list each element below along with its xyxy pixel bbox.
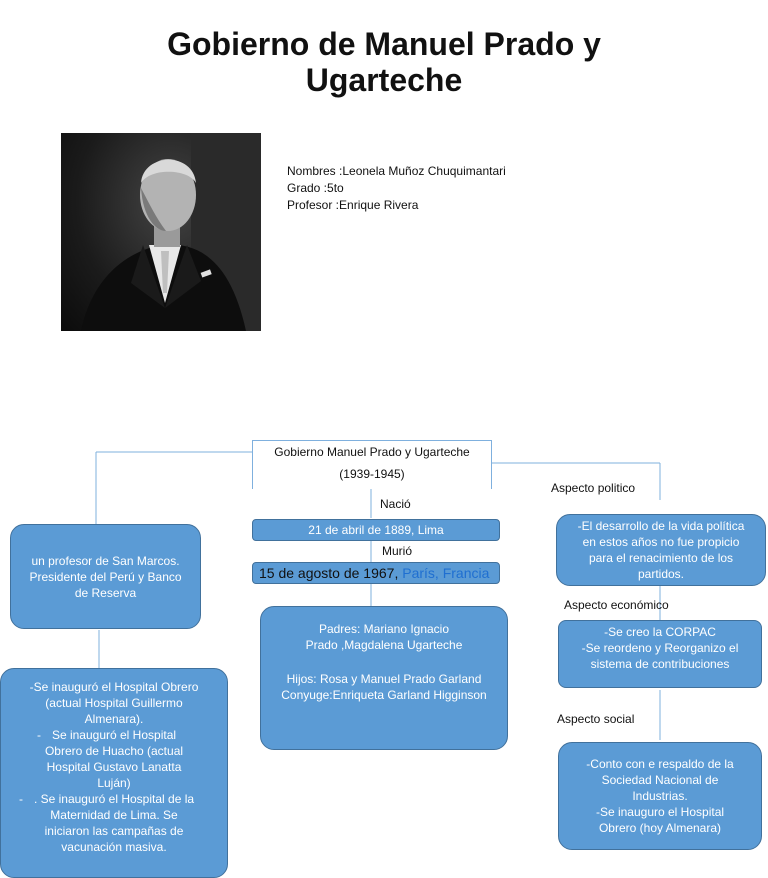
politico-line-2: en estos años no fue propicio [582,535,740,549]
profesor-line-2: Presidente del Perú y Banco [29,570,182,584]
obra-2-line-1: - Se inauguró el Hospital [37,728,177,742]
obra-2-line-4: Luján) [97,776,131,790]
root-node [252,440,492,489]
obra-1-line-1: -Se inauguró el Hospital Obrero [29,680,199,694]
economico-line-2: -Se reordeno y Reorganizo el [581,641,739,655]
padres-line-1: Padres: Mariano Ignacio [318,622,450,636]
social-line-1: -Conto con e respaldo de la [586,757,734,771]
aspecto-economico-label: Aspecto económico [564,598,669,612]
politico-line-1: -El desarrollo de la vida política [577,519,745,533]
obra-3-line-4: vacunación masiva. [61,840,167,854]
aspecto-social-box [558,742,762,850]
padres-line-2: Prado ,Magdalena Ugarteche [305,638,463,652]
family-box [260,606,508,750]
social-line-5: Obrero (hoy Almenara) [598,821,722,835]
obra-3-line-1: - . Se inauguró el Hospital de la [19,792,195,806]
obra-3-line-2: Maternidad de Lima. Se [50,808,178,822]
social-line-4: -Se inauguro el Hospital [595,805,725,819]
profesor-line-1: un profesor de San Marcos. [31,554,180,568]
obra-3-line-3: iniciaron las campañas de [44,824,184,838]
social-line-2: Sociedad Nacional de [601,773,719,787]
student-grade: Grado :5to [287,181,344,195]
economico-line-3: sistema de contribuciones [590,657,730,671]
student-name: Nombres :Leonela Muñoz Chuquimantari [287,164,506,178]
obra-3-bullet: - [19,792,23,806]
obras-box [0,668,228,878]
nacio-box [252,519,500,541]
aspecto-politico-box [556,514,766,586]
obra-1-line-3: Almenara). [84,712,144,726]
social-line-3: Industrias. [632,789,688,803]
title-line-1: Gobierno de Manuel Prado y [167,26,601,62]
profesor-box [10,524,201,629]
murio-box [252,562,500,584]
murio-label: Murió [382,544,413,558]
politico-line-4: partidos. [637,567,685,581]
student-teacher: Profesor :Enrique Rivera [287,198,419,212]
nacio-value: 21 de abril de 1889, Lima [308,523,444,537]
politico-line-3: para el renacimiento de los [588,551,734,565]
obra-1-line-2: (actual Hospital Guillermo [45,696,183,710]
root-years: (1939-1945) [339,467,405,481]
murio-place-link[interactable]: París, Francia [402,565,490,581]
nacio-label: Nació [380,497,411,511]
aspecto-social-label: Aspecto social [557,712,635,726]
profesor-line-3: de Reserva [74,586,137,600]
hijos-line: Hijos: Rosa y Manuel Prado Garland [286,672,482,686]
economico-line-1: -Se creo la CORPAC [604,625,716,639]
murio-value: 15 de agosto de 1967, [259,565,403,581]
obra-2-line-2: Obrero de Huacho (actual [44,744,184,758]
conyuge-line: Conyuge:Enriqueta Garland Higginson [281,688,487,702]
root-title: Gobierno Manuel Prado y Ugarteche [274,445,470,459]
obra-2-line-3: Hospital Gustavo Lanatta [46,760,182,774]
aspecto-politico-label: Aspecto politico [551,481,636,495]
obra-2-bullet: - [37,728,41,742]
title-line-2: Ugarteche [305,62,463,98]
aspecto-economico-box [558,620,762,688]
